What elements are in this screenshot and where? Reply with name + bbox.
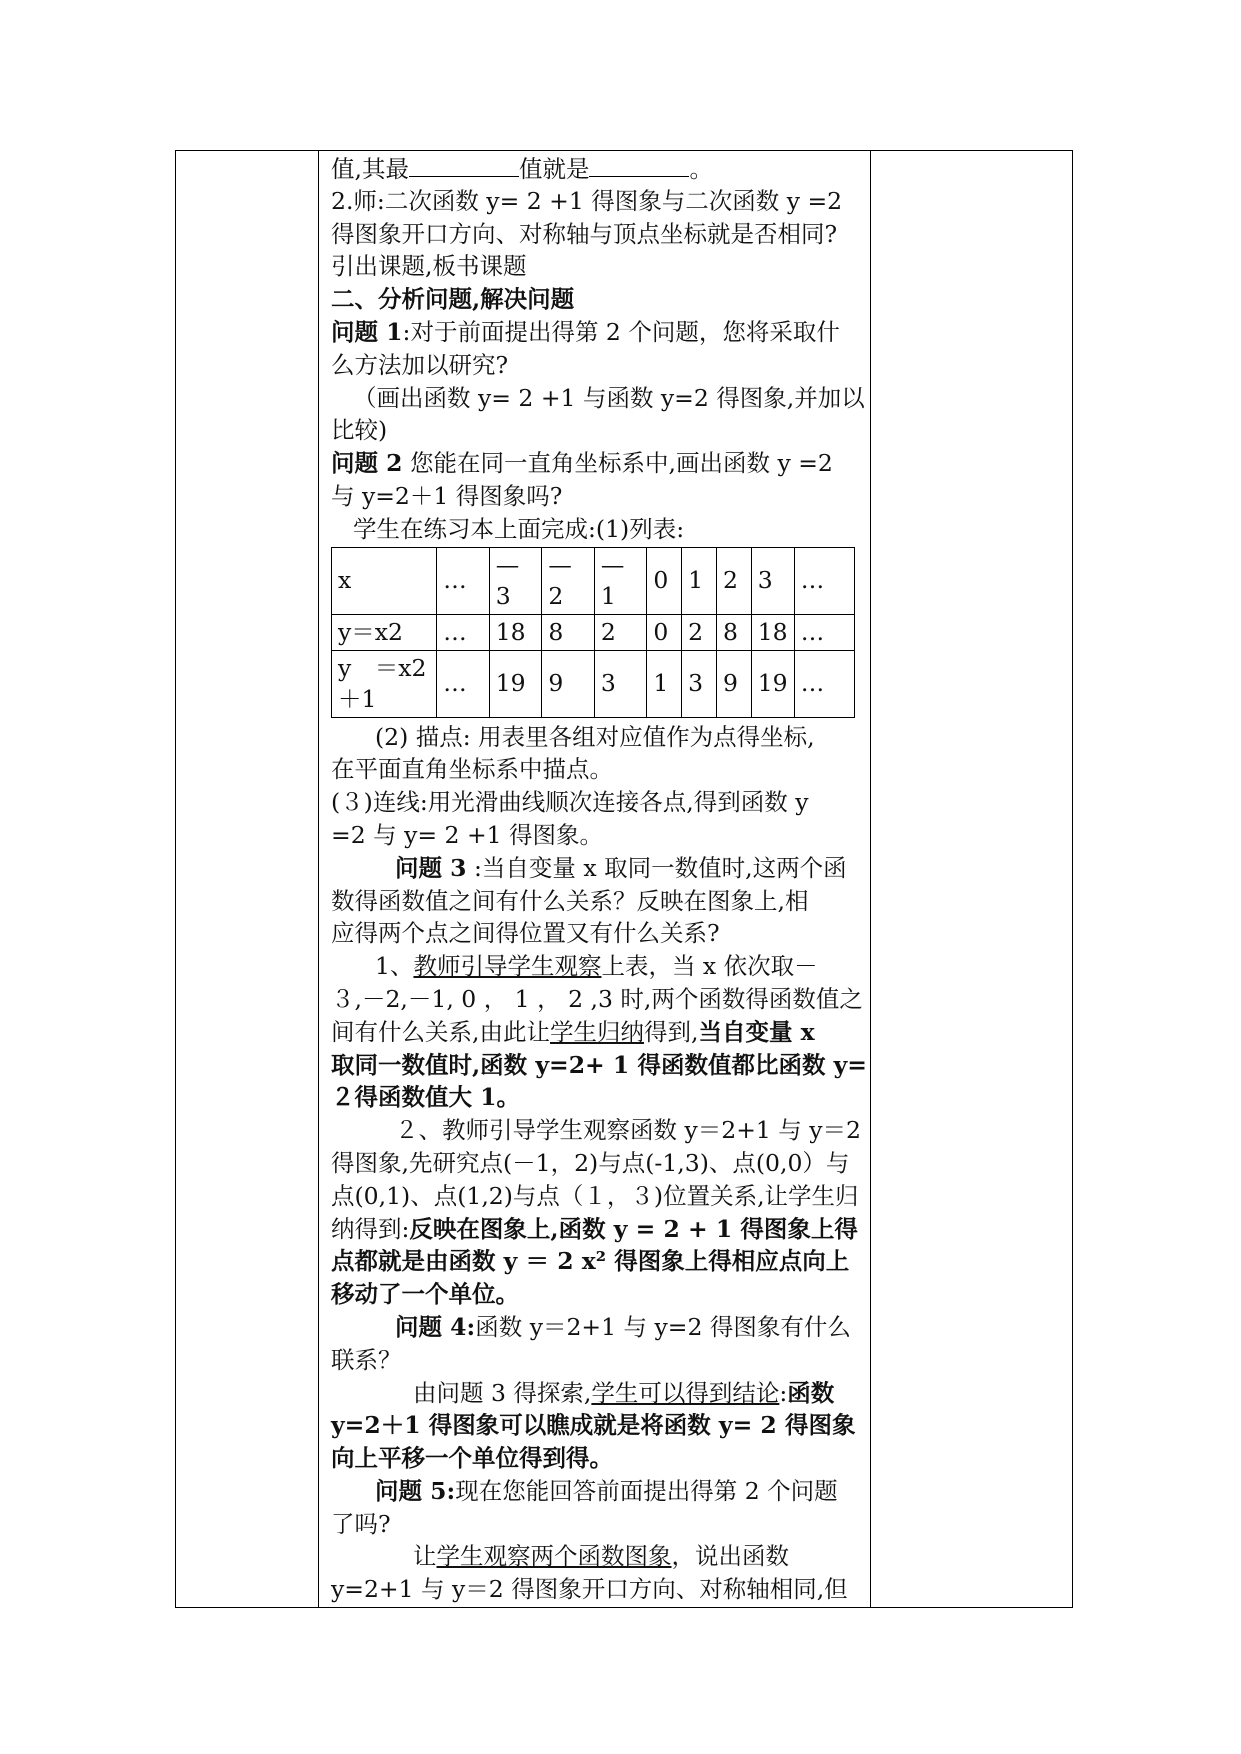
underlined-text: 学生归纳 bbox=[549, 1017, 644, 1046]
table-cell: 18 bbox=[751, 614, 794, 650]
text-segment: 1、 bbox=[375, 952, 414, 981]
text-segment: 间有什么关系,由此让 bbox=[331, 1017, 550, 1046]
text-segment: 值,其最 bbox=[331, 155, 409, 183]
question-5 bbox=[331, 1475, 869, 1508]
table-row bbox=[332, 650, 855, 717]
text-segment: ，说出函数 bbox=[671, 1542, 789, 1571]
question-2 bbox=[331, 447, 869, 480]
table-cell: … bbox=[437, 614, 489, 650]
table-cell: … bbox=[794, 614, 854, 650]
text-segment: 您能在同一直角坐标系中,画出函数 y =2 bbox=[402, 449, 833, 478]
table-cell: … bbox=[794, 650, 854, 717]
table-cell: 2 bbox=[682, 614, 717, 650]
text-line: 学生在练习本上面完成:(1)列表: bbox=[353, 514, 685, 543]
table-cell: 3 bbox=[751, 547, 794, 614]
text-segment: :当自变量 x 取同一数值时,这两个函 bbox=[466, 853, 847, 882]
question-1 bbox=[331, 316, 869, 349]
table-cell: 1 bbox=[647, 650, 682, 717]
text-line: 得图象,先研究点(－1，2)与点(-1,3)、点(0,0）与 bbox=[331, 1148, 850, 1177]
table-cell: — 1 bbox=[594, 547, 646, 614]
bold-text: 当自变量 x bbox=[698, 1017, 815, 1046]
table-cell: 3 bbox=[594, 650, 646, 717]
text-line: =2 与 y= 2 +1 得图象。 bbox=[331, 820, 604, 849]
text-line: 引出课题,板书课题 bbox=[331, 252, 527, 281]
column-divider-1 bbox=[318, 151, 319, 1607]
table-cell: 2 bbox=[594, 614, 646, 650]
table-cell: 1 bbox=[682, 547, 717, 614]
text-line: y=2+1 与 y＝2 得图象开口方向、对称轴相同,但 bbox=[331, 1575, 848, 1604]
table-cell: 9 bbox=[716, 650, 751, 717]
table-cell: 19 bbox=[489, 650, 542, 717]
paragraph-1-line-3 bbox=[331, 1016, 869, 1049]
text-segment: 函数 y＝2+1 与 y=2 得图象有什么 bbox=[475, 1312, 851, 1341]
table-cell: 18 bbox=[489, 614, 542, 650]
text-line: 比较) bbox=[331, 416, 388, 445]
text-line: 数得函数值之间有什么关系？反映在图象上,相 bbox=[331, 886, 809, 915]
text-segment: 由问题 3 得探索, bbox=[413, 1378, 592, 1407]
table-cell: y ＝x2 ＋1 bbox=[332, 650, 437, 717]
text-line: 点(0,1)、点(1,2)与点（１，３)位置关系,让学生归 bbox=[331, 1181, 859, 1210]
text-line: 在平面直角坐标系中描点。 bbox=[331, 755, 613, 784]
underlined-text: 学生可以得到结论 bbox=[591, 1378, 780, 1407]
text-segment: 值就是 bbox=[518, 155, 590, 183]
table-cell: 19 bbox=[751, 650, 794, 717]
bold-text: 函数 bbox=[787, 1378, 835, 1407]
table-cell: — 2 bbox=[542, 547, 594, 614]
table-cell: 2 bbox=[716, 547, 751, 614]
text-segment: 上表，当 x 依次取－ bbox=[601, 952, 818, 981]
bold-line: 向上平移一个单位得到得。 bbox=[331, 1444, 613, 1473]
text-line: ３,－2,－1, 0 ， 1 ， 2 ,3 时,两个函数得函数值之 bbox=[331, 984, 863, 1013]
value-table-body bbox=[332, 547, 855, 717]
paragraph-3-line-1 bbox=[331, 1377, 869, 1410]
fill-in-line bbox=[331, 152, 869, 185]
answer-blank bbox=[589, 152, 689, 177]
answer-blank bbox=[409, 152, 519, 177]
text-line: 了吗? bbox=[331, 1509, 391, 1538]
bold-line: y=2＋1 得图象可以瞧成就是将函数 y= 2 得图象 bbox=[331, 1411, 856, 1440]
question-4 bbox=[331, 1311, 869, 1344]
column-divider-2 bbox=[870, 151, 871, 1607]
table-cell: 3 bbox=[682, 650, 717, 717]
table-row bbox=[332, 547, 855, 614]
lesson-content-column bbox=[331, 152, 869, 1606]
text-line: 么方法加以研究? bbox=[331, 350, 509, 379]
text-line: 与 y=2＋1 得图象吗? bbox=[331, 481, 563, 510]
text-segment: 纳得到: bbox=[331, 1214, 410, 1243]
text-line: (2) 描点: 用表里各组对应值作为点得坐标, bbox=[375, 722, 815, 751]
text-segment: :对于前面提出得第 2 个问题，您将采取什 bbox=[402, 317, 840, 346]
paragraph-4-line-1 bbox=[331, 1540, 869, 1573]
text-line: 应得两个点之间得位置又有什么关系? bbox=[331, 919, 720, 948]
question-3 bbox=[331, 852, 869, 885]
table-cell: 8 bbox=[716, 614, 751, 650]
table-cell: 0 bbox=[647, 614, 682, 650]
table-cell: … bbox=[437, 547, 489, 614]
question-label: 问题 5: bbox=[375, 1476, 456, 1505]
text-line: （画出函数 y= 2 +1 与函数 y=2 得图象,并加以 bbox=[353, 383, 865, 412]
text-line: 得图象开口方向、对称轴与顶点坐标就是否相同? bbox=[331, 219, 838, 248]
table-cell: x bbox=[332, 547, 437, 614]
table-cell: … bbox=[794, 547, 854, 614]
text-segment: 。 bbox=[689, 155, 713, 183]
text-segment: 现在您能回答前面提出得第 2 个问题 bbox=[455, 1476, 838, 1505]
text-segment: 让 bbox=[413, 1542, 437, 1571]
table-cell: 0 bbox=[647, 547, 682, 614]
question-label: 问题 1 bbox=[331, 317, 403, 346]
text-line: (３)连线:用光滑曲线顺次连接各点,得到函数 y bbox=[331, 788, 809, 817]
bold-line: 取同一数值时,函数 y=2+ 1 得函数值都比函数 y= bbox=[331, 1050, 867, 1079]
section-heading: 二、分析问题,解决问题 bbox=[331, 285, 575, 314]
table-cell: y＝x2 bbox=[332, 614, 437, 650]
bold-line: ２得函数值大 1。 bbox=[331, 1083, 521, 1112]
text-line: 2.师:二次函数 y= 2 +1 得图象与二次函数 y =2 bbox=[331, 186, 843, 215]
bold-line: 点都就是由函数 y ＝ 2 x² 得图象上得相应点向上 bbox=[331, 1247, 850, 1276]
paragraph-2-line-4 bbox=[331, 1213, 869, 1246]
underlined-text: 教师引导学生观察 bbox=[413, 952, 602, 981]
text-segment: : bbox=[779, 1378, 788, 1407]
value-table bbox=[331, 547, 855, 718]
question-label: 问题 3 bbox=[395, 853, 467, 882]
text-line: 联系？ bbox=[331, 1345, 402, 1374]
table-cell: 9 bbox=[542, 650, 594, 717]
table-cell: … bbox=[437, 650, 489, 717]
text-line: ２、教师引导学生观察函数 y＝2+1 与 y＝2 bbox=[395, 1116, 862, 1145]
bold-line: 移动了一个单位。 bbox=[331, 1280, 519, 1309]
underlined-text: 学生观察两个函数图象 bbox=[436, 1542, 672, 1571]
table-row bbox=[332, 614, 855, 650]
question-label: 问题 2 bbox=[331, 449, 403, 478]
table-cell: 8 bbox=[542, 614, 594, 650]
table-cell: — 3 bbox=[489, 547, 542, 614]
question-label: 问题 4: bbox=[395, 1312, 476, 1341]
paragraph-1-line-1 bbox=[331, 950, 869, 983]
text-segment: 得到, bbox=[643, 1017, 699, 1046]
bold-text: 反映在图象上,函数 y = 2 + 1 得图象上得 bbox=[409, 1214, 858, 1243]
